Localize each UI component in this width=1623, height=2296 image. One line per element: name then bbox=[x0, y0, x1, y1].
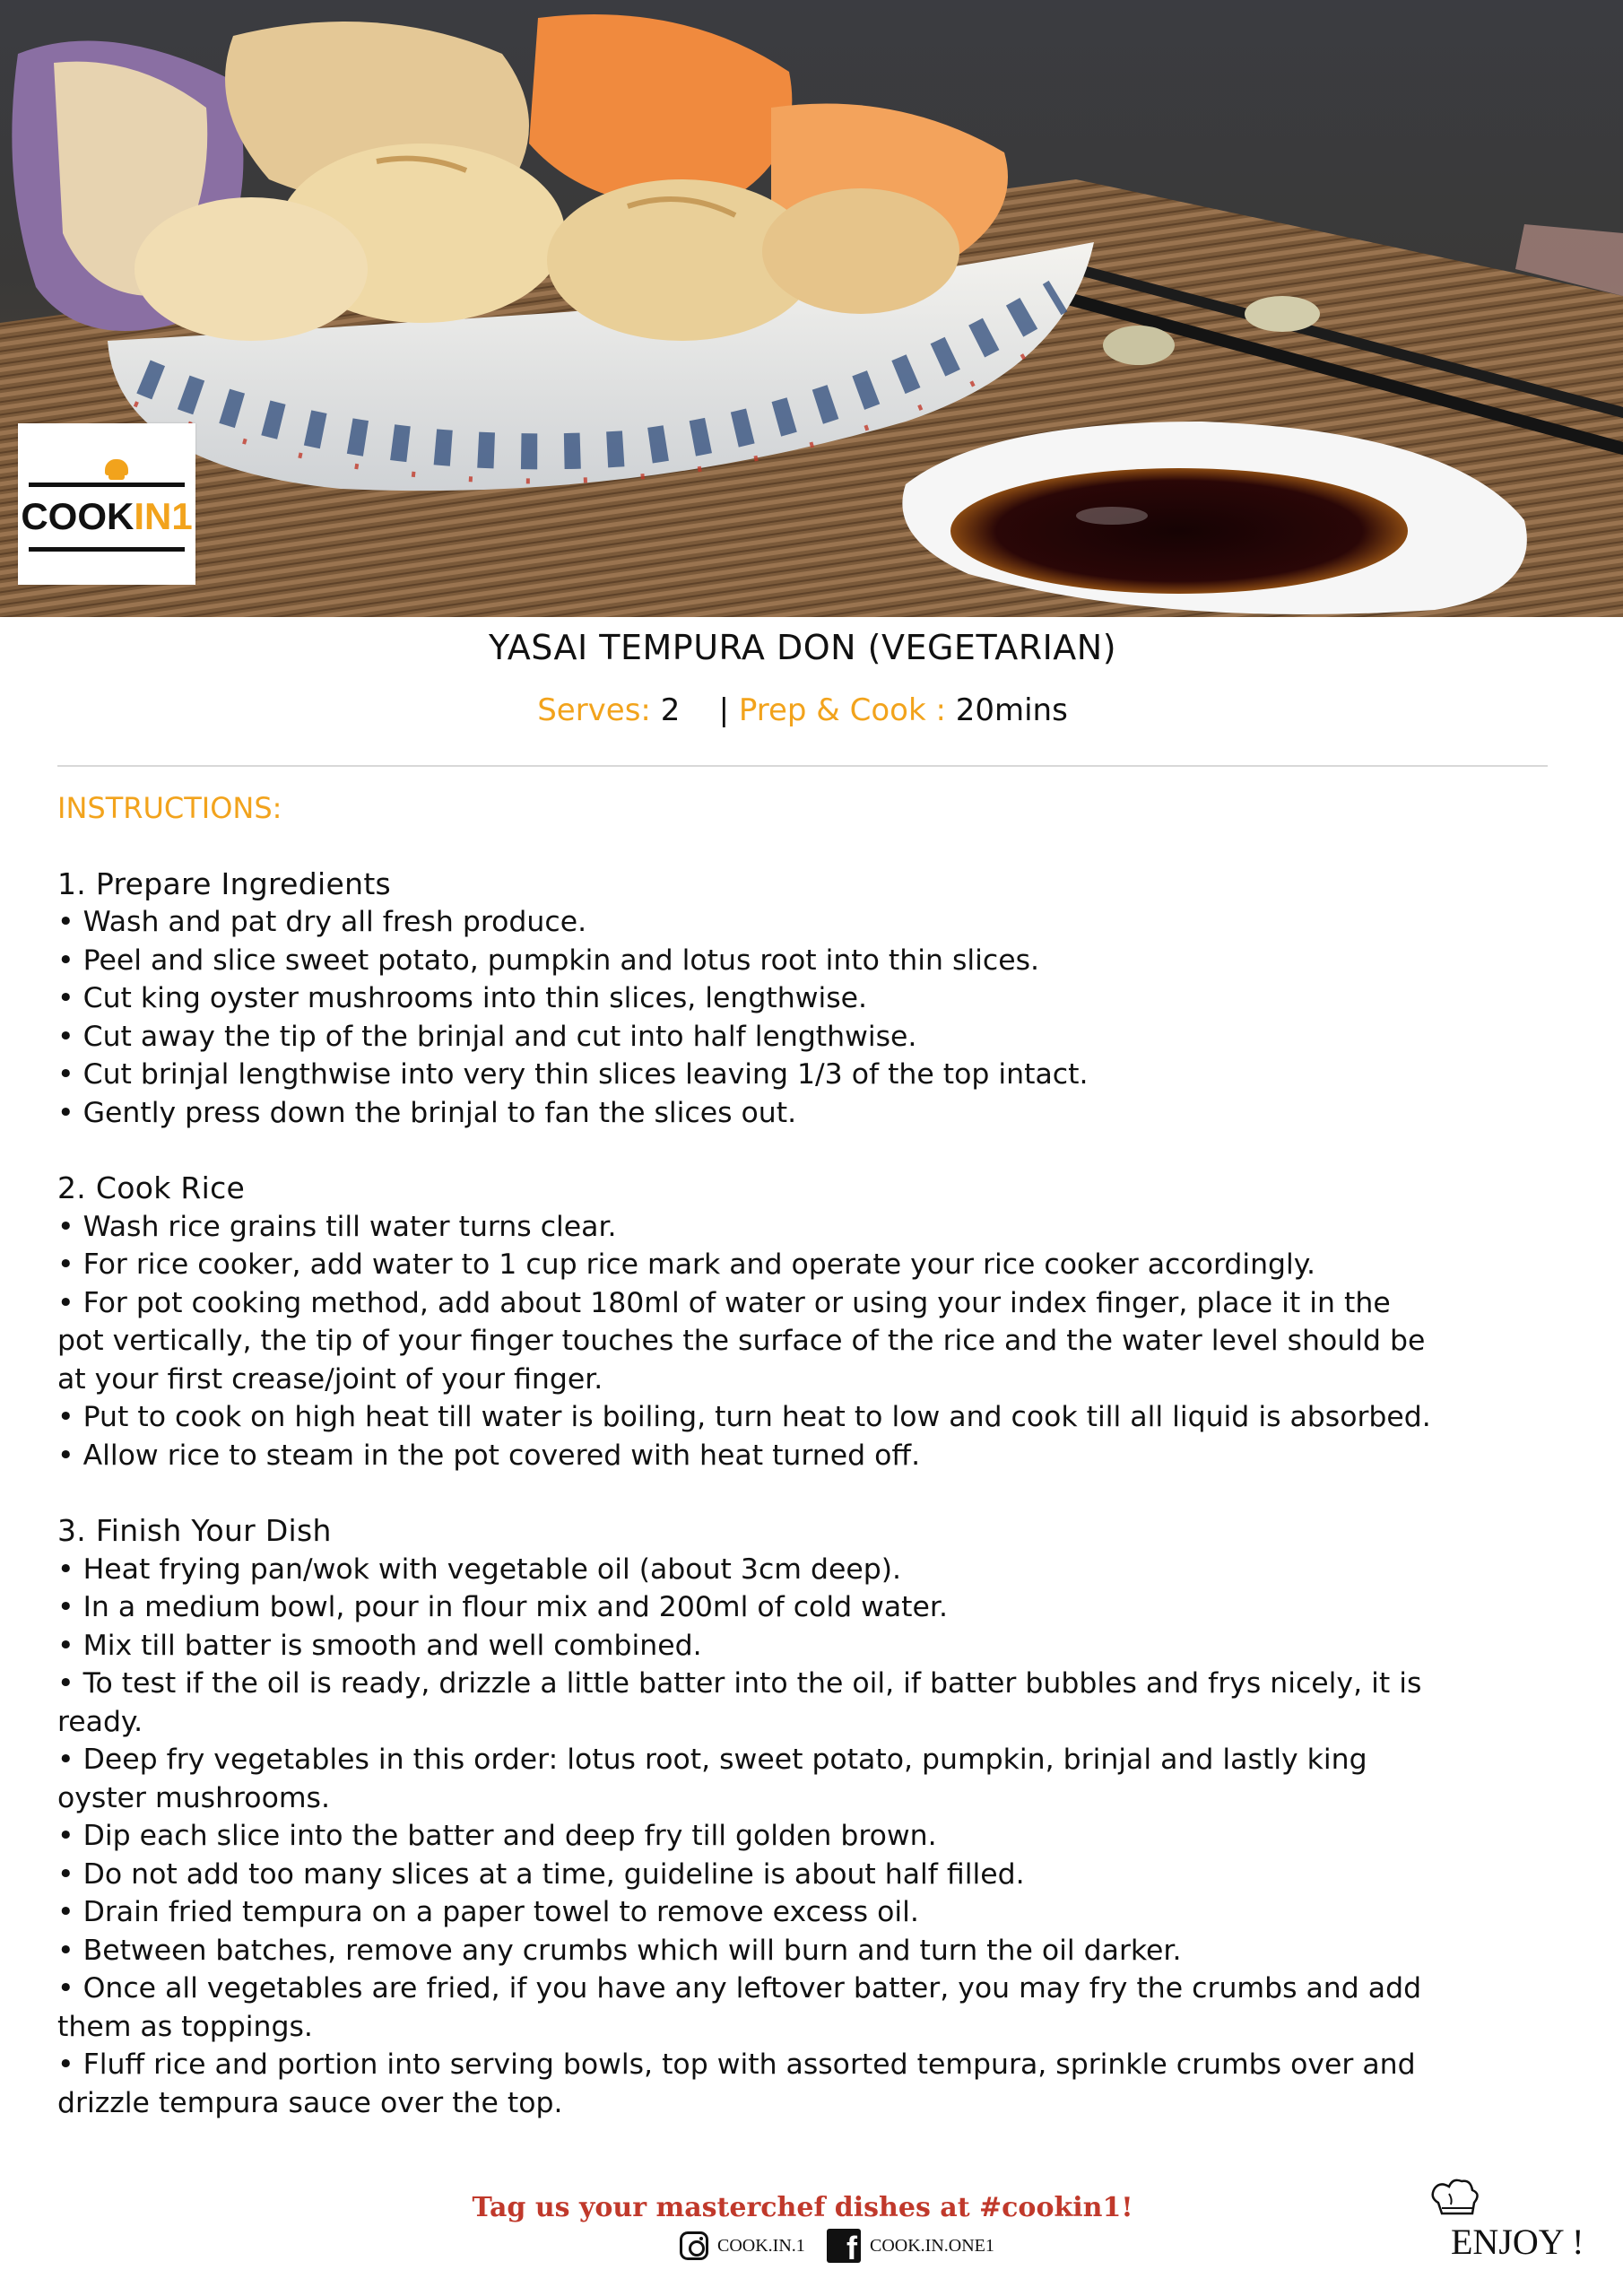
instruction-line: • Cut king oyster mushrooms into thin slices, lengthwise. bbox=[57, 982, 868, 1014]
facebook-label: COOK.IN.ONE1 bbox=[870, 2235, 994, 2256]
footer-tagline: Tag us your masterchef dishes at #cookin1! bbox=[472, 2192, 1133, 2223]
instruction-line: • Deep fry vegetables in this order: lotus root, sweet potato, pumpkin, brinjal and lastly king bbox=[57, 1744, 1367, 1776]
hero-photo bbox=[0, 0, 1623, 617]
instruction-line: • Put to cook on high heat till water is boiling, turn heat to low and cook till all liquid is absorbed. bbox=[57, 1401, 1431, 1433]
instruction-line: • For rice cooker, add water to 1 cup rice mark and operate your rice cooker accordingly. bbox=[57, 1248, 1315, 1281]
instruction-line: • Cut away the tip of the brinjal and cut into half lengthwise. bbox=[57, 1020, 917, 1053]
instructions-heading: INSTRUCTIONS: bbox=[57, 791, 282, 825]
instruction-line: • Dip each slice into the batter and deep fry till golden brown. bbox=[57, 1820, 937, 1852]
instruction-line: at your first crease/joint of your finger. bbox=[57, 1362, 603, 1396]
instruction-line: • Do not add too many slices at a time, guideline is about half filled. bbox=[57, 1857, 1025, 1891]
section-title: 3. Finish Your Dish bbox=[57, 1513, 332, 1548]
section-title: 2. Cook Rice bbox=[57, 1170, 246, 1205]
instruction-line: • Gently press down the brinjal to fan the slices out. bbox=[57, 1096, 797, 1129]
cookin1-logo bbox=[18, 423, 195, 585]
instruction-line: • Drain fried tempura on a paper towel to remove excess oil. bbox=[57, 1896, 919, 1928]
instruction-section bbox=[57, 1170, 1564, 1474]
instruction-section bbox=[57, 1512, 1564, 2122]
instruction-line: • Peel and slice sweet potato, pumpkin and lotus root into thin slices. bbox=[57, 944, 1040, 977]
tempura-don-illustration bbox=[0, 0, 1623, 617]
instruction-line: • Between batches, remove any crumbs which will burn and turn the oil darker. bbox=[57, 1934, 1182, 1967]
facebook-icon: f bbox=[827, 2229, 861, 2263]
enjoy-text: ENJOY ! bbox=[1451, 2222, 1584, 2262]
logo-text: COOKIN1 bbox=[21, 495, 193, 537]
instruction-line: • In a medium bowl, pour in flour mix and 200ml of cold water. bbox=[57, 1591, 948, 1623]
instructions bbox=[57, 789, 1564, 2160]
facebook-handle[interactable] bbox=[827, 2228, 994, 2264]
title-divider bbox=[57, 765, 1548, 767]
chef-hat-icon bbox=[105, 459, 128, 475]
instruction-line: drizzle tempura sauce over the top. bbox=[57, 2086, 563, 2119]
instruction-line: • Mix till batter is smooth and well combined. bbox=[57, 1629, 702, 1662]
instruction-line: • Wash and pat dry all fresh produce. bbox=[57, 906, 587, 938]
instruction-line: • Fluff rice and portion into serving bowls, top with assorted tempura, sprinkle crumbs over and bbox=[57, 2048, 1416, 2081]
prep-label: Prep & Cook : bbox=[738, 692, 946, 728]
recipe-title: YASAI TEMPURA DON (VEGETARIAN) bbox=[488, 628, 1117, 667]
meta-separator: | bbox=[718, 692, 730, 728]
logo-divider bbox=[29, 547, 185, 552]
serves-label: Serves: bbox=[537, 692, 651, 728]
instruction-line: • Heat frying pan/wok with vegetable oil (about 3cm deep). bbox=[57, 1552, 902, 1586]
instruction-line: pot vertically, the tip of your finger touches the surface of the rice and the water level should be bbox=[57, 1325, 1426, 1357]
instagram-icon bbox=[680, 2231, 708, 2260]
instruction-line: • Cut brinjal lengthwise into very thin slices leaving 1/3 of the top intact. bbox=[57, 1058, 1089, 1091]
instruction-line: • Allow rice to steam in the pot covered with heat turned off. bbox=[57, 1439, 921, 1472]
instruction-line: • Wash rice grains till water turns clear. bbox=[57, 1210, 617, 1243]
instruction-line: • To test if the oil is ready, drizzle a little batter into the oil, if batter bubbles and frys nicely, it is bbox=[57, 1667, 1422, 1700]
instruction-line: • For pot cooking method, add about 180ml of water or using your index finger, place it in the bbox=[57, 1286, 1391, 1319]
instruction-line: ready. bbox=[57, 1705, 143, 1738]
recipe-meta bbox=[0, 692, 1605, 728]
section-title: 1. Prepare Ingredients bbox=[57, 865, 392, 901]
logo-divider bbox=[29, 483, 185, 487]
instruction-section bbox=[57, 865, 1564, 1133]
prep-value: 20mins bbox=[955, 692, 1068, 728]
serves-value: 2 bbox=[660, 692, 681, 728]
instruction-line: • Once all vegetables are fried, if you have any leftover batter, you may fry the crumbs and add bbox=[57, 1972, 1422, 2005]
instagram-handle[interactable] bbox=[680, 2228, 805, 2264]
instruction-line: oyster mushrooms. bbox=[57, 1781, 330, 1814]
instruction-line: them as toppings. bbox=[57, 2010, 313, 2043]
instagram-label: COOK.IN.1 bbox=[717, 2235, 805, 2256]
